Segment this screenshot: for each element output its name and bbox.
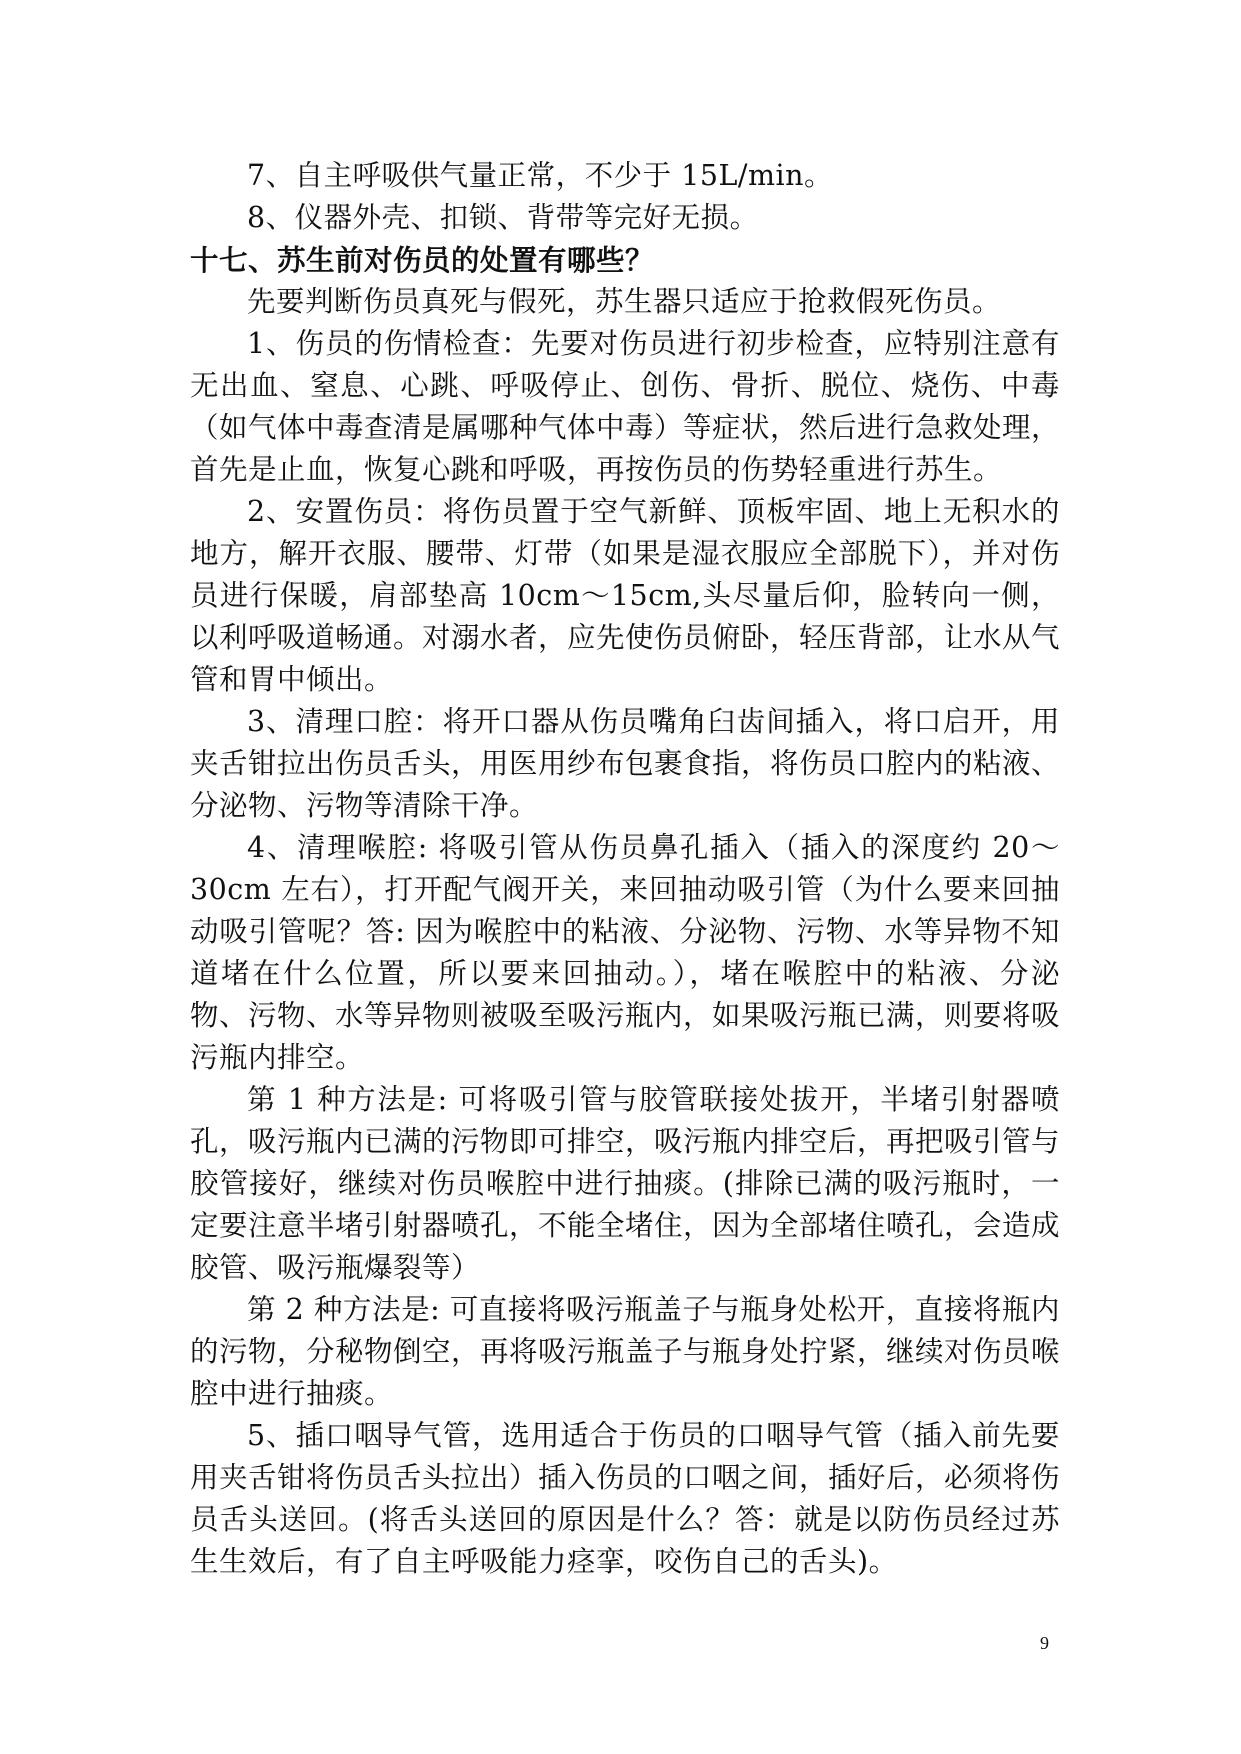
paragraph-intro: 先要判断伤员真死与假死，苏生器只适应于抢救假死伤员。 [247, 285, 1002, 318]
paragraph-item-7: 7、自主呼吸供气量正常，不少于 15L/min。 [247, 159, 833, 192]
paragraph-step-4: 4、清理喉腔: 将吸引管从伤员鼻孔插入（插入的深度约 20～30cm 左右），打开配气阀开关，来回抽动吸引管（为什么要来回抽动吸引管呢？答: 因为喉腔中的粘液、分泌物、污物、水等异物不知道堵在什么位置，所以要来回抽动。），堵在喉腔中的粘液、分泌物、污物、水等异物则被吸至吸污瓶内，如果吸污瓶已满，则要将吸污瓶内排空。 [190, 831, 1061, 1074]
paragraph-step-1: 1、伤员的伤情检查：先要对伤员进行初步检查，应特别注意有无出血、窒息、心跳、呼吸停止、创伤、骨折、脱位、烧伤、中毒（如气体中毒查清是属哪种气体中毒）等症状，然后进行急救处理，首先是止血，恢复心跳和呼吸，再按伤员的伤势轻重进行苏生。 [190, 327, 1061, 486]
paragraph-method-2: 第 2 种方法是: 可直接将吸污瓶盖子与瓶身处松开，直接将瓶内的污物，分秘物倒空，再将吸污瓶盖子与瓶身处拧紧，继续对伤员喉腔中进行抽痰。 [190, 1293, 1061, 1410]
paragraph-method-1: 第 1 种方法是: 可将吸引管与胶管联接处拔开，半堵引射器喷孔，吸污瓶内已满的污物即可排空，吸污瓶内排空后，再把吸引管与胶管接好，继续对伤员喉腔中进行抽痰。(排除已满的吸污瓶时，一定要注意半堵引射器喷孔，不能全堵住，因为全部堵住喷孔，会造成胶管、吸污瓶爆裂等） [190, 1083, 1061, 1284]
document-body [190, 155, 1060, 1583]
section-heading: 十七、苏生前对伤员的处置有哪些？ [190, 243, 655, 277]
paragraph-step-2: 2、安置伤员：将伤员置于空气新鲜、顶板牢固、地上无积水的地方，解开衣服、腰带、灯带（如果是湿衣服应全部脱下），并对伤员进行保暖，肩部垫高 10cm～15cm,头尽量后仰，脸转向一侧，以利呼吸道畅通。对溺水者，应先使伤员俯卧，轻压背部，让水从气管和胃中倾出。 [190, 495, 1061, 696]
paragraph-step-3: 3、清理口腔：将开口器从伤员嘴角臼齿间插入，将口启开，用夹舌钳拉出伤员舌头，用医用纱布包裹食指，将伤员口腔内的粘液、分泌物、污物等清除干净。 [190, 705, 1061, 822]
paragraph-item-8: 8、仪器外壳、扣锁、背带等完好无损。 [247, 201, 759, 234]
page-number: 9 [1040, 1633, 1049, 1653]
paragraph-step-5: 5、插口咽导气管，选用适合于伤员的口咽导气管（插入前先要用夹舌钳将伤员舌头拉出）插入伤员的口咽之间，插好后，必须将伤员舌头送回。(将舌头送回的原因是什么？答：就是以防伤员经过苏生生效后，有了自主呼吸能力痉挛，咬伤自己的舌头)。 [190, 1419, 1061, 1578]
